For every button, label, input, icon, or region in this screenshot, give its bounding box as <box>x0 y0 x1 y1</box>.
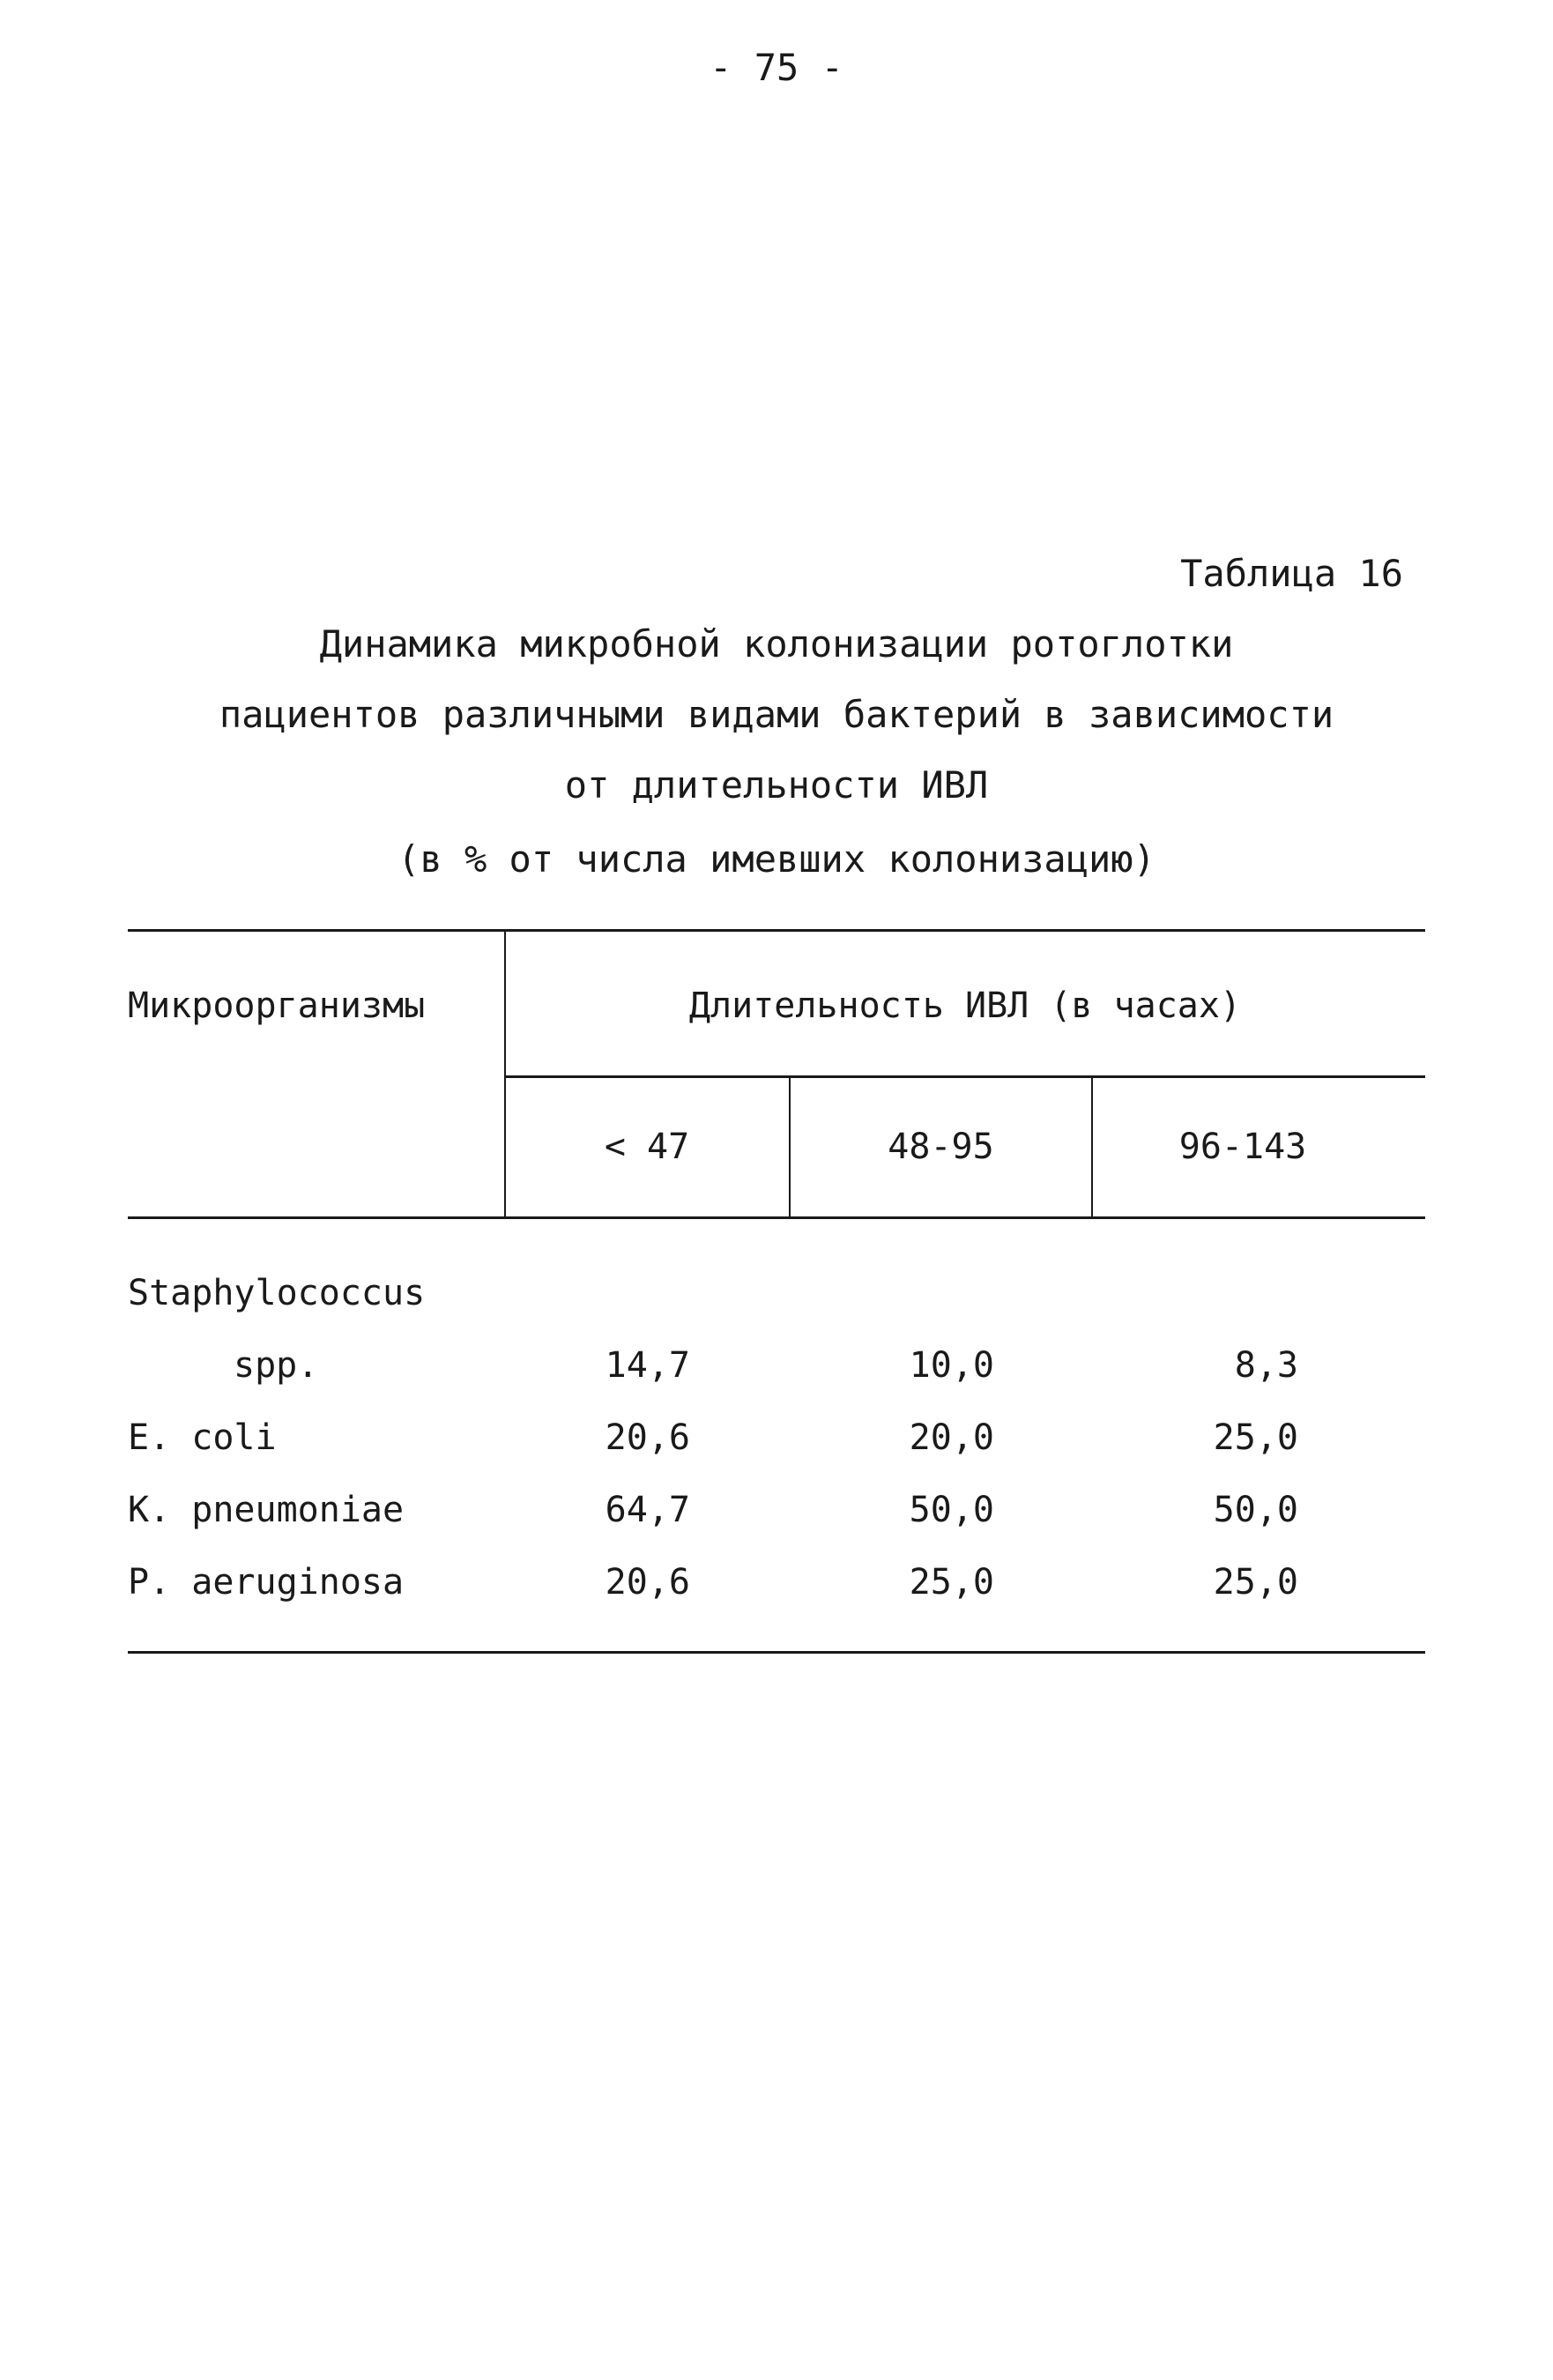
row-3-value-1: 64,7 <box>605 1490 690 1530</box>
row-2-value-3: 25,0 <box>1213 1417 1298 1458</box>
table-top-rule <box>128 929 1425 932</box>
row-4-value-2: 25,0 <box>909 1562 994 1603</box>
subheader-col-2: 48-95 <box>888 1127 994 1167</box>
row-2-value-2: 20,0 <box>909 1417 994 1458</box>
subheader-col-3: 96-143 <box>1178 1127 1307 1167</box>
row-2-value-1: 20,6 <box>605 1417 690 1458</box>
header-organisms: Микроорганизмы <box>128 985 426 1026</box>
table-title-line-4: (в % от числа имевших колонизацию) <box>398 837 1155 881</box>
row-3-value-3: 50,0 <box>1213 1490 1298 1530</box>
row-1-value-1: 14,7 <box>605 1345 690 1386</box>
page-number: - 75 - <box>710 46 843 89</box>
header-duration: Длительность ИВЛ (в часах) <box>688 985 1242 1026</box>
duration-header-rule <box>505 1075 1425 1078</box>
table-label: Таблица 16 <box>1180 552 1403 595</box>
column-divider-organisms <box>504 929 506 1218</box>
row-3-name: K. pneumoniae <box>128 1490 405 1530</box>
table-title-line-1: Динамика микробной колонизации ротоглотки <box>319 622 1234 666</box>
row-1-value-3: 8,3 <box>1234 1345 1298 1386</box>
row-1-name-line-2: spp. <box>234 1345 319 1386</box>
header-bottom-rule <box>128 1216 1425 1219</box>
table-bottom-rule <box>128 1651 1425 1654</box>
row-4-value-1: 20,6 <box>605 1562 690 1603</box>
row-4-value-3: 25,0 <box>1213 1562 1298 1603</box>
row-1-name-line-1: Staphylococcus <box>128 1273 426 1313</box>
row-2-name: E. coli <box>128 1417 277 1458</box>
row-1-value-2: 10,0 <box>909 1345 994 1386</box>
row-4-name: P. aeruginosa <box>128 1562 405 1603</box>
table-title-line-3: от длительности ИВЛ <box>564 763 989 807</box>
subheader-col-1: < 47 <box>604 1127 690 1167</box>
table-title-line-2: пациентов различными видами бактерий в зависимости <box>219 693 1334 736</box>
row-3-value-2: 50,0 <box>909 1490 994 1530</box>
